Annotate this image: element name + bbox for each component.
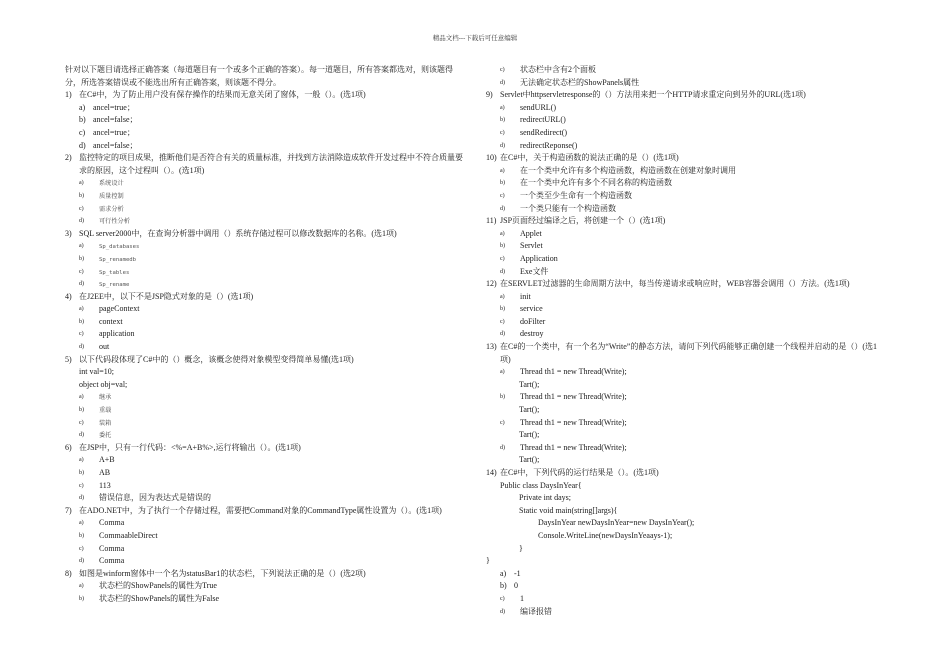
option [65, 429, 465, 442]
option-text: 113 [99, 480, 111, 490]
page-header: 精品文档---下载后可任意编辑 [432, 35, 518, 42]
option [486, 77, 886, 90]
option [486, 64, 886, 77]
option [65, 467, 465, 480]
option-marker: a) [500, 104, 505, 111]
code-line: Private int days; [519, 493, 571, 503]
option-text: ancel=true； [93, 127, 135, 137]
option [65, 303, 465, 316]
question [65, 568, 465, 581]
code-line: Tart(); [519, 379, 540, 389]
option-marker: d) [500, 444, 505, 451]
code-line: } [486, 556, 490, 566]
option-text: application [99, 329, 135, 339]
question-text: Servlet中httpservletresponse的（）方法用来把一个HTTP请求重定向到另外的URL(选1项) [500, 90, 806, 100]
option-marker: b) [500, 306, 505, 313]
code-line: int val=10; [79, 367, 114, 377]
option-text: AB [99, 468, 111, 477]
option [65, 240, 465, 253]
option-marker: a) [79, 394, 84, 401]
option-marker: b) [79, 595, 84, 602]
question [65, 442, 465, 455]
option [65, 530, 465, 543]
option-text: 状态栏的ShowPanels的属性为True [99, 581, 217, 591]
option [65, 517, 465, 530]
option [65, 555, 465, 568]
option-text: 系统设计 [99, 180, 124, 188]
option-text: destroy [520, 329, 544, 339]
question [65, 152, 465, 177]
question-text: 在C#中，关于构造函数的说法正确的是（）(选1项) [500, 153, 679, 163]
option-text: Comma [99, 518, 125, 528]
option-marker: d) [79, 495, 84, 502]
right-column [486, 64, 886, 618]
code-line: Tart(); [519, 405, 540, 415]
option-marker: d) [500, 331, 505, 338]
option [65, 114, 465, 127]
question-text: JSP页面经过编译之后，将创建一个（）(选1项) [500, 216, 666, 226]
code-line: } [519, 543, 523, 553]
code-line: Tart(); [519, 430, 540, 440]
option-text: Thread th1 = new Thread(Write); [520, 417, 627, 427]
option-marker: b) [79, 470, 84, 476]
code-line: Console.WriteLine(newDaysInYeaays-1); [538, 530, 673, 540]
question [486, 215, 886, 228]
option [65, 404, 465, 417]
question [65, 228, 465, 241]
option [486, 303, 886, 316]
option-marker: d) [79, 558, 84, 565]
question [65, 291, 465, 304]
option-text: pageContext [99, 304, 140, 314]
option-marker: b) [79, 192, 84, 199]
option-marker: a) [500, 369, 505, 376]
option-text: Sp_databases [99, 244, 140, 251]
question [486, 89, 886, 102]
code-line: DaysInYear newDaysInYear=new DaysInYear(); [538, 518, 695, 528]
option [65, 127, 465, 140]
option-marker: b) [500, 180, 505, 187]
option-text: Sp_renamedb [99, 256, 137, 263]
option-text: 重载 [99, 407, 112, 415]
option-text: 一个类至少生命有一个构造函数 [520, 190, 632, 200]
option-text: doFilter [520, 316, 546, 326]
question-text: 监控特定的项目成果，推断他们是否符合有关的质量标准，并找到方法消除造成软件开发过程中不符合质量要求的原因，这个过程叫（）。(选1项) [79, 153, 463, 175]
option [486, 417, 886, 430]
option-text: context [99, 316, 123, 326]
option [65, 454, 465, 467]
option [65, 391, 465, 404]
question-text: 在C#中，为了防止用户没有保存操作的结果而无意关闭了窗体，一般（）。(选1项) [79, 90, 366, 100]
question [486, 278, 886, 291]
option [486, 606, 886, 619]
option-marker: a) [79, 520, 84, 527]
option-text: 无法确定状态栏的ShowPanels属性 [520, 77, 640, 87]
option-text: -1 [514, 568, 521, 578]
option-text: sendRedirect() [520, 127, 568, 137]
option-marker: a) [500, 293, 505, 300]
question [486, 341, 886, 366]
question-number: 4) [65, 291, 72, 301]
option-text: service [520, 304, 543, 314]
option-marker: c) [500, 67, 505, 73]
question [486, 152, 886, 165]
option-marker: a) [79, 306, 84, 313]
option [486, 228, 886, 241]
option [486, 114, 886, 127]
instructions: 针对以下题目请选择正确答案（每道题目有一个或多个正确的答案）。每一道题目，所有答案都选对，则该题得分，所选答案错误或不能选出所有正确答案，则该题不得分。 [65, 65, 453, 87]
option-marker: c) [79, 331, 84, 338]
option-text: Thread th1 = new Thread(Write); [520, 392, 627, 402]
option [486, 127, 886, 140]
question-text: 在SERVLET过滤器的生命周期方法中，每当传递请求或响应时，WEB容器会调用（）方法。(选1项) [500, 279, 850, 289]
option [486, 266, 886, 279]
option [486, 593, 886, 606]
question-number: 14) [486, 468, 497, 477]
option-marker: c) [79, 419, 84, 426]
question [65, 354, 465, 367]
option-marker: b) [500, 117, 505, 124]
option-marker: d) [79, 140, 86, 150]
option-marker: d) [79, 218, 84, 225]
option-marker: c) [79, 545, 84, 552]
option-marker: b) [79, 318, 84, 325]
code-line: Public class DaysInYear{ [500, 480, 582, 490]
option-marker: b) [500, 243, 505, 250]
option-marker: b) [79, 407, 84, 414]
option-marker: c) [500, 419, 505, 426]
question [65, 505, 465, 518]
option-marker: c) [79, 268, 84, 275]
question-text: 在J2EE中，以下不是JSP隐式对象的是（）(选1项) [79, 291, 254, 301]
option [486, 102, 886, 115]
option-marker: b) [500, 581, 507, 591]
option-text: ancel=false； [93, 115, 138, 125]
option [65, 278, 465, 291]
option-marker: b) [79, 115, 86, 125]
option [65, 328, 465, 341]
option-marker: d) [79, 432, 84, 439]
option [65, 140, 465, 153]
question-number: 7) [65, 505, 72, 515]
option [486, 391, 886, 404]
option-marker: c) [500, 129, 505, 136]
question-text: 以下代码段体现了C#中的（）概念，该概念使得对象模型变得简单易懂(选1项) [79, 354, 354, 364]
question-number: 12) [486, 279, 497, 289]
option [486, 568, 886, 581]
option-text: out [99, 342, 110, 352]
left-column [65, 64, 465, 606]
option-text: 编译报错 [520, 606, 552, 616]
question-number: 3) [65, 228, 72, 238]
option-text: 在一个类中允许有多个构造函数，构造函数在创建对象时调用 [520, 165, 736, 175]
option-text: Sp_rename [99, 282, 130, 289]
option-text: Thread th1 = new Thread(Write); [520, 442, 627, 452]
option-marker: d) [500, 608, 505, 615]
option-marker: b) [500, 394, 505, 401]
option-marker: a) [79, 457, 84, 464]
option-text: 错误信息，因为表达式是错误的 [99, 493, 211, 503]
option-marker: a) [500, 230, 505, 237]
option-marker: b) [79, 255, 84, 262]
option [65, 266, 465, 279]
option-text: ancel=true； [93, 102, 135, 112]
option [65, 190, 465, 203]
option-marker: d) [79, 281, 84, 288]
option-marker: a) [79, 102, 86, 112]
option-marker: a) [79, 243, 84, 250]
option [486, 240, 886, 253]
option [486, 203, 886, 216]
option [486, 366, 886, 379]
option [65, 203, 465, 216]
option-text: sendURL() [520, 102, 556, 112]
option [486, 580, 886, 593]
question [65, 89, 465, 102]
code-line: Tart(); [519, 455, 540, 465]
option-text: Servlet [520, 241, 543, 251]
option [65, 580, 465, 593]
question-number: 5) [65, 354, 72, 364]
option-marker: c) [79, 205, 84, 212]
option-text: Applet [520, 228, 542, 238]
question-number: 6) [65, 442, 72, 452]
option-text: 装箱 [99, 419, 112, 427]
option-text: 0 [514, 581, 518, 591]
option-text: 一个类只能有一个构造函数 [520, 203, 616, 213]
question-number: 8) [65, 568, 72, 578]
option-text: 委托 [99, 432, 112, 440]
option-marker: c) [500, 255, 505, 262]
code-line: Static void main(string[]args){ [519, 505, 618, 515]
option [486, 165, 886, 178]
option [486, 316, 886, 329]
option-text: 1 [520, 593, 524, 603]
option-text: 质量控制 [99, 192, 124, 200]
question-text: 在ADO.NET中，为了执行一个存储过程，需要把Command对象的CommandType属性设置为（）。(选1项) [79, 505, 442, 515]
option [65, 492, 465, 505]
option-text: 状态栏中含有2个面板 [520, 65, 596, 74]
option-marker: c) [79, 127, 86, 137]
option [65, 215, 465, 228]
option [65, 480, 465, 493]
option-text: redirectURL() [520, 115, 566, 125]
option-text: Exe文件 [520, 266, 549, 276]
option-text: 继承 [99, 394, 112, 402]
question-text: 在C#的一个类中，有一个名为“Write”的静态方法，请问下列代码能够正确创建一个线程并启动的是（）(选1项) [500, 342, 877, 364]
option-text: 需求分析 [99, 205, 124, 213]
question-number: 10) [486, 153, 497, 163]
option [486, 190, 886, 203]
option-marker: c) [500, 595, 505, 602]
option [486, 442, 886, 455]
option-text: 状态栏的ShowPanels的属性为False [99, 593, 219, 603]
option-text: 可行性分析 [99, 218, 130, 226]
option-marker: c) [500, 318, 505, 325]
option [486, 253, 886, 266]
option-marker: a) [79, 180, 84, 187]
option-marker: d) [79, 344, 84, 351]
option-marker: d) [500, 142, 505, 149]
option-marker: c) [500, 192, 505, 199]
question-number: 9) [486, 90, 493, 100]
option-marker: c) [79, 482, 84, 489]
option [65, 593, 465, 606]
option-marker: d) [500, 205, 505, 212]
option-text: Comma [99, 543, 125, 553]
option [486, 177, 886, 190]
option [65, 253, 465, 266]
option [65, 316, 465, 329]
code-line: object obj=val; [79, 379, 128, 389]
question-text: SQL server2000中，在查询分析器中调用（）系统存储过程可以修改数据库的名称。(选1项) [79, 228, 397, 238]
option-text: ancel=false； [93, 140, 138, 150]
question-text: 如图是winform窗体中一个名为statusBar1的状态栏，下列说法正确的是（）(选2项) [79, 568, 366, 578]
option [65, 102, 465, 115]
question-number: 1) [65, 90, 72, 100]
option-text: Application [520, 253, 558, 263]
option [65, 417, 465, 430]
option-text: A+B [99, 455, 115, 465]
question-number: 13) [486, 342, 497, 352]
option [486, 328, 886, 341]
option [486, 291, 886, 304]
option-text: CommaableDirect [99, 530, 158, 540]
question-text: 在JSP中，只有一行代码：<%=A+B%>,运行将输出（）。(选1项) [79, 442, 301, 452]
option-text: Thread th1 = new Thread(Write); [520, 367, 627, 377]
option [486, 140, 886, 153]
option [65, 177, 465, 190]
option [65, 543, 465, 556]
question [486, 467, 886, 480]
option [65, 341, 465, 354]
option-text: init [520, 291, 531, 301]
question-number: 2) [65, 153, 72, 163]
option-text: 在一个类中允许有多个不同名称的构造函数 [520, 178, 672, 188]
option-marker: d) [500, 79, 505, 86]
option-text: Sp_tables [99, 269, 130, 276]
question-text: 在C#中，下列代码的运行结果是（）。(选1项) [500, 468, 659, 477]
option-marker: d) [500, 268, 505, 275]
question-number: 11) [486, 216, 497, 226]
option-marker: a) [79, 583, 84, 590]
option-marker: a) [500, 568, 507, 578]
option-text: Comma [99, 556, 125, 566]
option-text: redirectReponse() [520, 140, 578, 150]
option-marker: a) [500, 167, 505, 174]
option-marker: b) [79, 532, 84, 539]
